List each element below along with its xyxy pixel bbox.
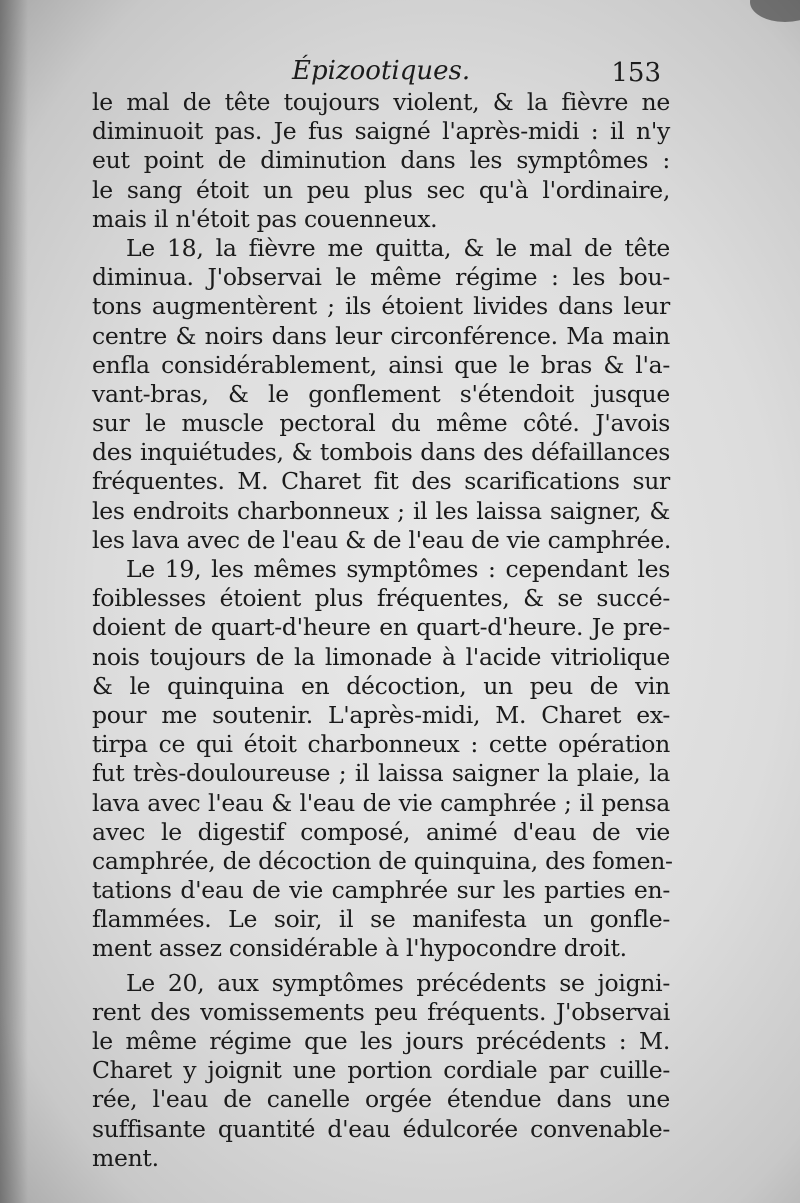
text-line: rent des vomissements peu fréquents. J'observai [92, 997, 670, 1026]
corner-shadow [750, 0, 800, 22]
text-line: centre & noirs dans leur circonférence. Ma main [92, 321, 670, 350]
text-line: vant-bras, & le gonflement s'étendoit jusque [92, 379, 670, 408]
text-line: & le quinquina en décoction, un peu de vin [92, 671, 670, 700]
text-line: rée, l'eau de canelle orgée étendue dans une [92, 1085, 670, 1114]
text-line: Le 20, aux symptômes précédents se joigni- [126, 968, 670, 997]
text-line: diminuoit pas. Je fus saigné l'après-midi : il n'y [92, 117, 670, 146]
text-line: sur le muscle pectoral du même côté. J'avois [92, 409, 670, 438]
text-line: mais il n'étoit pas couenneux. [92, 204, 438, 233]
text-line: tirpa ce qui étoit charbonneux : cette opération [92, 730, 670, 759]
text-line: eut point de diminution dans les symptômes : [92, 146, 670, 175]
text-line: le mal de tête toujours violent, & la fièvre ne [92, 88, 670, 116]
text-line: flammées. Le soir, il se manifesta un gonfle- [92, 905, 670, 934]
text-line: Charet y joignit une portion cordiale par cuille- [92, 1056, 670, 1085]
text-line: les endroits charbonneux ; il les laissa saigner, & [92, 496, 670, 525]
text-line: lava avec l'eau & l'eau de vie camphrée ; il pensa [92, 788, 670, 817]
body-text [92, 88, 673, 1173]
text-line: les lava avec de l'eau & de l'eau de vie camphrée. [92, 525, 672, 554]
text-line: ment assez considérable à l'hypocondre droit. [92, 934, 627, 963]
text-line: suffisante quantité d'eau édulcorée convenable- [92, 1114, 670, 1143]
text-line: tons augmentèrent ; ils étoient livides dans leur [92, 292, 670, 321]
text-line: camphrée, de décoction de quinquina, des fomen- [92, 846, 673, 875]
text-line: foiblesses étoient plus fréquentes, & se succé- [92, 584, 670, 613]
text-line: pour me soutenir. L'après-midi, M. Charet ex- [92, 700, 670, 729]
text-line: nois toujours de la limonade à l'acide vitriolique [92, 642, 670, 671]
text-line: enfla considérablement, ainsi que le bras & l'a- [92, 350, 670, 379]
running-title: Épizootiques. [292, 56, 471, 86]
text-line: tations d'eau de vie camphrée sur les parties en- [92, 876, 670, 905]
page-number: 153 [611, 58, 661, 88]
text-line: le même régime que les jours précédents : M. [92, 1027, 670, 1055]
text-line: le sang étoit un peu plus sec qu'à l'ordinaire, [92, 175, 670, 204]
text-line: avec le digestif composé, animé d'eau de vie [92, 817, 670, 846]
text-line: Le 19, les mêmes symptômes : cependant les [126, 555, 670, 583]
text-line: Le 18, la fièvre me quitta, & le mal de tête [126, 233, 670, 262]
text-line: fut très-douloureuse ; il laissa saigner la plaie, la [92, 759, 670, 788]
text-line: des inquiétudes, & tombois dans des défaillances [92, 438, 670, 467]
text-line: diminua. J'observai le même régime : les bou- [92, 263, 670, 292]
text-line: fréquentes. M. Charet fit des scarifications sur [92, 467, 670, 496]
text-line: ment. [92, 1143, 159, 1172]
text-line: doient de quart-d'heure en quart-d'heure. Je pre- [92, 613, 670, 642]
